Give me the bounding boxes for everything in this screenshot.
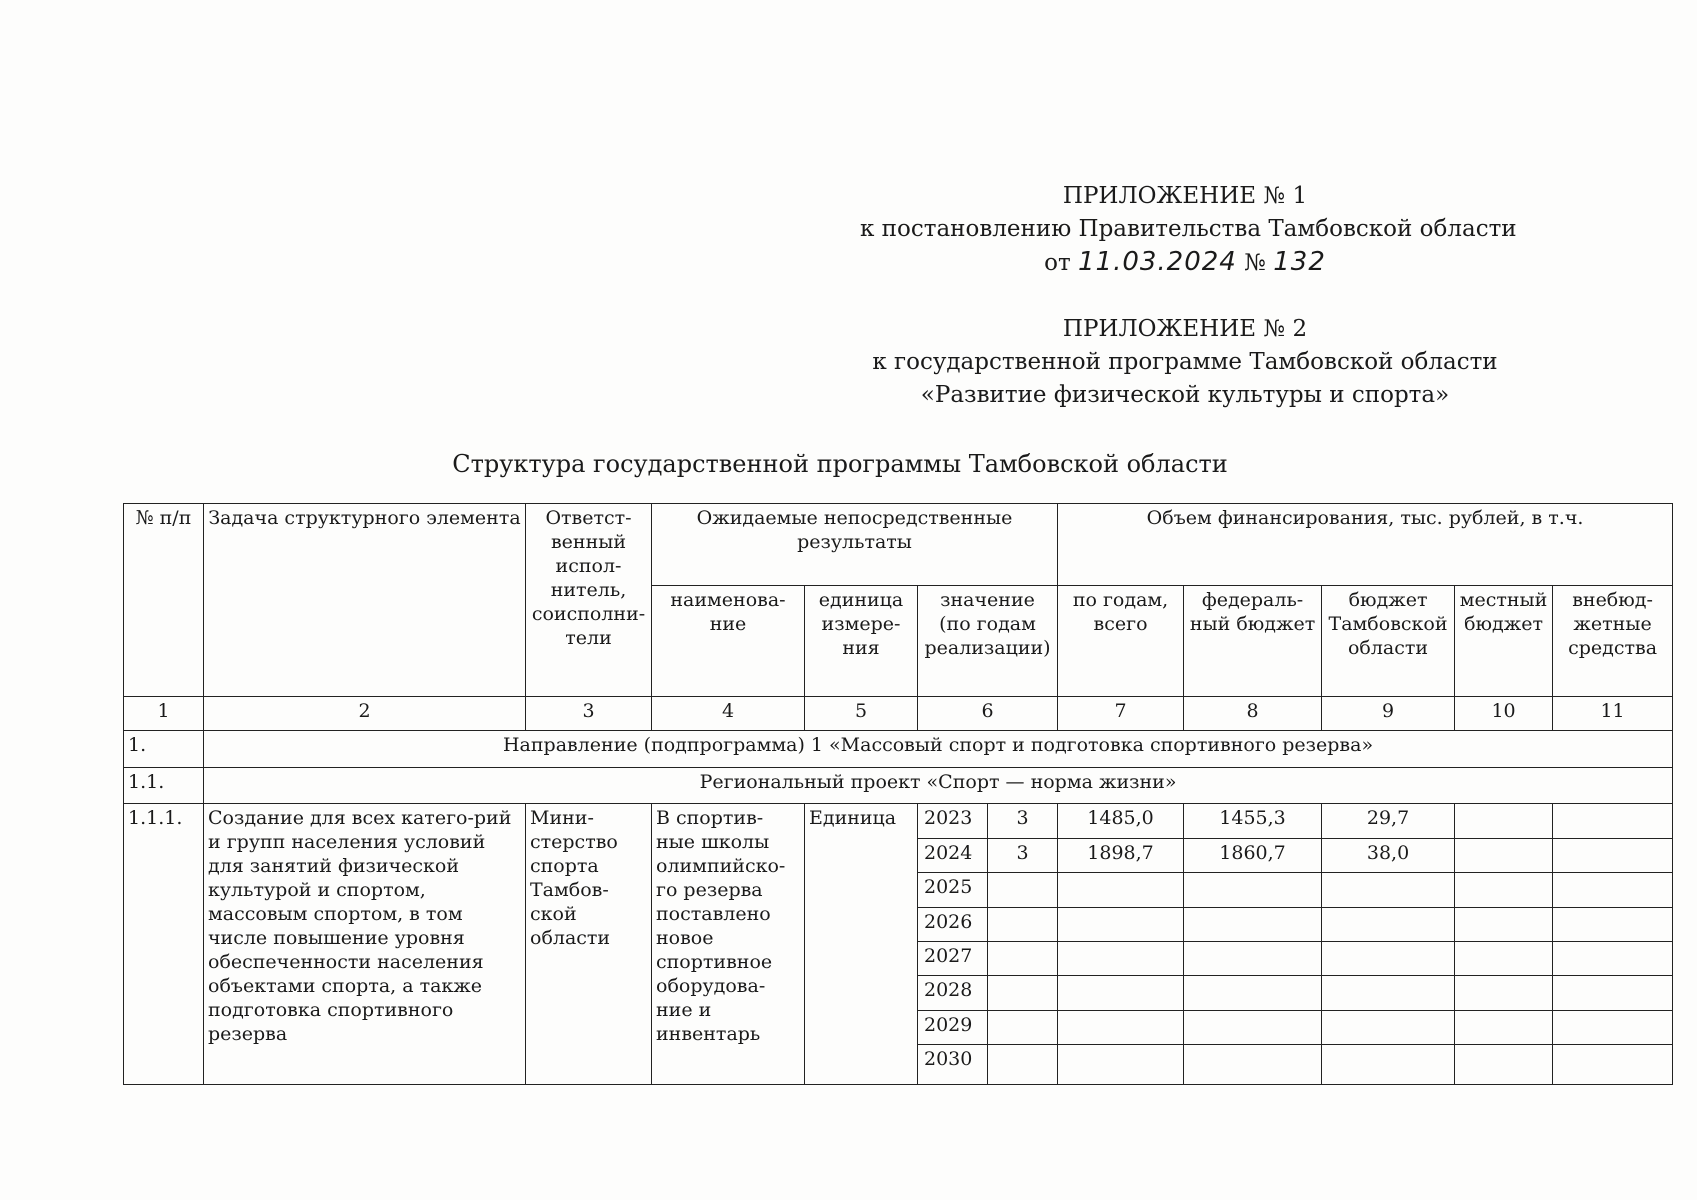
header-result-unit: единица измере-ния [805,586,918,697]
table-row [124,804,1673,838]
program-name: «Развитие физической культуры и спорта» [920,382,1450,408]
total-cell [1058,907,1184,941]
col-num-3: 3 [526,696,652,730]
row-unit: Единица [805,804,918,1085]
header-local: местный бюджет [1455,586,1553,697]
appendix-1-title: ПРИЛОЖЕНИЕ № 1 [1062,183,1308,209]
local-cell [1455,907,1553,941]
local-cell [1455,1045,1553,1085]
header-total: по годам, всего [1058,586,1184,697]
year-cell: 2025 [918,873,988,907]
number-label: № [1244,250,1266,276]
value-cell [988,907,1058,941]
col-num-5: 5 [805,696,918,730]
row-number: 1.1.1. [124,804,204,1085]
federal-cell [1184,873,1322,907]
federal-cell [1184,1045,1322,1085]
col-num-11: 11 [1553,696,1673,730]
header-number: № п/п [124,504,204,697]
value-cell [988,976,1058,1010]
handwritten-number: 132 [1273,247,1326,277]
col-num-4: 4 [652,696,805,730]
offbudget-cell [1553,907,1673,941]
regional-cell [1322,907,1455,941]
section-title: Направление (подпрограмма) 1 «Массовый спорт и подготовка спортивного резерва» [204,731,1673,768]
subsection-title: Региональный проект «Спорт — норма жизни» [204,767,1673,804]
col-num-9: 9 [1322,696,1455,730]
regional-cell [1322,1045,1455,1085]
appendix-1-subtitle: к постановлению Правительства Тамбовской области [860,216,1517,242]
offbudget-cell [1553,838,1673,872]
row-executor: Мини-стерство спорта Тамбов-ской области [526,804,652,1085]
regional-cell [1322,873,1455,907]
year-cell: 2024 [918,838,988,872]
total-cell [1058,1045,1184,1085]
appendix-2-title: ПРИЛОЖЕНИЕ № 2 [1062,316,1308,342]
value-cell [988,942,1058,976]
year-cell: 2030 [918,1045,988,1085]
header-offbudget: внебюд-жетные средства [1553,586,1673,697]
year-cell: 2028 [918,976,988,1010]
handwritten-date: 11.03.2024 [1077,247,1237,277]
local-cell [1455,1010,1553,1044]
header-federal: федераль-ный бюджет [1184,586,1322,697]
federal-cell [1184,976,1322,1010]
local-cell [1455,873,1553,907]
regional-cell: 29,7 [1322,804,1455,838]
appendix-1-header [860,180,1517,280]
regional-cell [1322,976,1455,1010]
header-executor: Ответст-венный испол-нитель, соисполни-тели [526,504,652,697]
subsection-row [124,767,1673,804]
col-num-10: 10 [1455,696,1553,730]
local-cell [1455,942,1553,976]
offbudget-cell [1553,873,1673,907]
regional-cell: 38,0 [1322,838,1455,872]
total-cell [1058,942,1184,976]
appendix-1-date-line [860,246,1510,280]
section-row [124,731,1673,768]
value-cell [988,873,1058,907]
offbudget-cell [1553,942,1673,976]
row-task: Создание для всех катего-рий и групп населения условий для занятий физической культурой и спортом, массовым спортом, в том числе повышение уровня обеспеченности населения объектами спорта, а также подготовка спортивного резерва [204,804,526,1085]
col-num-8: 8 [1184,696,1322,730]
offbudget-cell [1553,976,1673,1010]
year-cell: 2027 [918,942,988,976]
appendix-2-subtitle: к государственной программе Тамбовской области [872,349,1498,375]
federal-cell [1184,942,1322,976]
value-cell: 3 [988,838,1058,872]
row-result-name: В спортив-ные школы олимпийско-го резерва поставлено новое спортивное оборудова-ние и инвентарь [652,804,805,1085]
date-prefix: от [1044,250,1071,276]
federal-cell: 1860,7 [1184,838,1322,872]
federal-cell [1184,1010,1322,1044]
local-cell [1455,838,1553,872]
program-structure-table [123,503,1673,1085]
value-cell [988,1045,1058,1085]
subsection-number: 1.1. [124,767,204,804]
header-regional: бюджет Тамбовской области [1322,586,1455,697]
federal-cell [1184,907,1322,941]
header-funding: Объем финансирования, тыс. рублей, в т.ч. [1058,504,1673,586]
appendix-2-header [860,313,1510,412]
total-cell: 1485,0 [1058,804,1184,838]
value-cell [988,1010,1058,1044]
col-num-7: 7 [1058,696,1184,730]
col-num-6: 6 [918,696,1058,730]
year-cell: 2029 [918,1010,988,1044]
offbudget-cell [1553,804,1673,838]
value-cell: 3 [988,804,1058,838]
total-cell [1058,1010,1184,1044]
total-cell [1058,976,1184,1010]
offbudget-cell [1553,1010,1673,1044]
total-cell [1058,873,1184,907]
header-result-value: значение (по годам реализации) [918,586,1058,697]
header-result-name: наименова-ние [652,586,805,697]
year-cell: 2023 [918,804,988,838]
year-cell: 2026 [918,907,988,941]
section-number: 1. [124,731,204,768]
offbudget-cell [1553,1045,1673,1085]
header-expected-results: Ожидаемые непосредственные результаты [652,504,1058,586]
document-title: Структура государственной программы Тамбовской области [452,450,1228,478]
col-num-1: 1 [124,696,204,730]
local-cell [1455,804,1553,838]
column-number-row [124,696,1673,730]
total-cell: 1898,7 [1058,838,1184,872]
regional-cell [1322,1010,1455,1044]
local-cell [1455,976,1553,1010]
header-task: Задача структурного элемента [204,504,526,697]
federal-cell: 1455,3 [1184,804,1322,838]
col-num-2: 2 [204,696,526,730]
regional-cell [1322,942,1455,976]
